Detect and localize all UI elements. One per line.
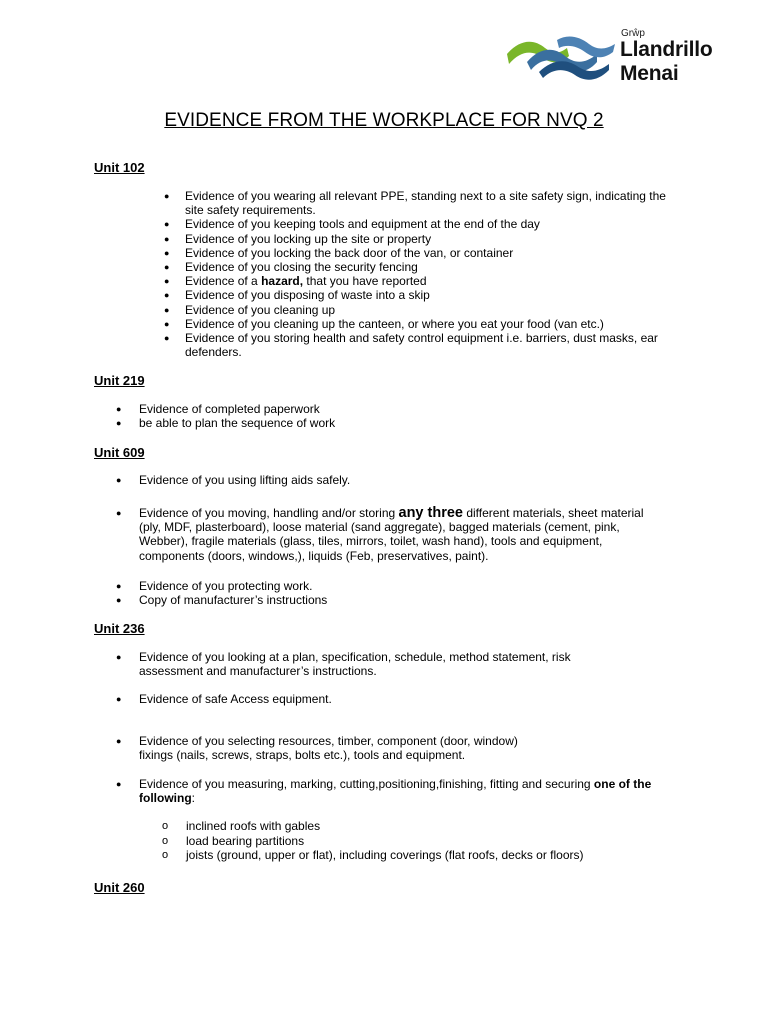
list-item: ● Evidence of you storing health and safety control equipment i.e. barriers, dust masks, ear defenders. [164,331,684,359]
unit-236-list-a [116,650,616,678]
list-item: ● Evidence of you closing the security fencing [164,260,684,274]
sub-list-item: o inclined roofs with gables [162,819,584,834]
list-item: ● Evidence of you protecting work. [116,579,676,593]
unit-609-list-a [116,473,676,487]
unit-236-list-c [116,734,676,762]
any-three-bold-text: any three [398,505,463,521]
list-item: ● Evidence of you cleaning up the canteen, or where you eat your food (van etc.) [164,317,684,331]
unit-102-list [164,189,684,359]
list-item: ● Evidence of you wearing all relevant PPE, standing next to a site safety sign, indicating the site safety requirements. [164,189,684,217]
list-item: ● Evidence of you disposing of waste into a skip [164,288,684,302]
list-item: ● Evidence of you moving, handling and/or storing any three different materials, sheet material (ply, MDF, plasterboard), loose material (sand aggregate), bagged materials (cement, pink, Webber), fragile materials (glass, tiles, mirrors, toilet, wash hand), tools and equipment, components (doors, windows,), liquids (Feb, preservatives, paint). [116,506,656,563]
list-item: ● Evidence of you selecting resources, timber, component (door, window) fixings (nails, screws, straps, bolts etc.), tools and equipment. [116,734,676,762]
list-item: ● Evidence of you using lifting aids safely. [116,473,676,487]
unit-236-sublist [162,819,584,863]
list-item: ● Evidence of you keeping tools and equipment at the end of the day [164,217,684,231]
list-item: ● Evidence of safe Access equipment. [116,692,676,706]
unit-609-heading: Unit 609 [94,445,145,460]
list-item: ● Copy of manufacturer’s instructions [116,593,676,607]
list-item: ● Evidence of you looking at a plan, specification, schedule, method statement, risk assessment and manufacturer’s instructions. [116,650,616,678]
list-item: ● Evidence of you locking up the site or property [164,232,684,246]
college-logo [505,26,725,92]
list-item: ● Evidence of you locking the back door of the van, or container [164,246,684,260]
unit-219-heading: Unit 219 [94,373,145,388]
unit-236-heading: Unit 236 [94,621,145,636]
page-title: EVIDENCE FROM THE WORKPLACE FOR NVQ 2 [164,110,604,131]
unit-236-list-b [116,692,676,706]
unit-219-list [116,402,676,430]
unit-609-list-c [116,579,676,607]
unit-102-heading: Unit 102 [94,160,145,175]
hazard-bold-text: hazard, [261,274,304,289]
list-item: ● be able to plan the sequence of work [116,416,676,430]
list-item: ● Evidence of a hazard, that you have reported [164,274,684,288]
sub-list-item: o joists (ground, upper or flat), including coverings (flat roofs, decks or floors) [162,848,584,863]
unit-236-list-d [116,777,676,805]
one-of-the-following-bold-text: one of the following [139,777,652,806]
unit-609-list-b [116,506,656,563]
list-item: ● Evidence of you cleaning up [164,303,684,317]
sub-list-item: o load bearing partitions [162,834,584,849]
logo-line-2: Menai [620,62,679,85]
list-item: ● Evidence of you measuring, marking, cutting,positioning,finishing, fitting and securing one of the following: [116,777,676,805]
unit-260-heading: Unit 260 [94,880,145,895]
logo-line-1: Llandrillo [620,38,713,61]
list-item: ● Evidence of completed paperwork [116,402,676,416]
logo-grwp-text: Grŵp [621,28,645,39]
wave-logo-icon [505,32,617,86]
